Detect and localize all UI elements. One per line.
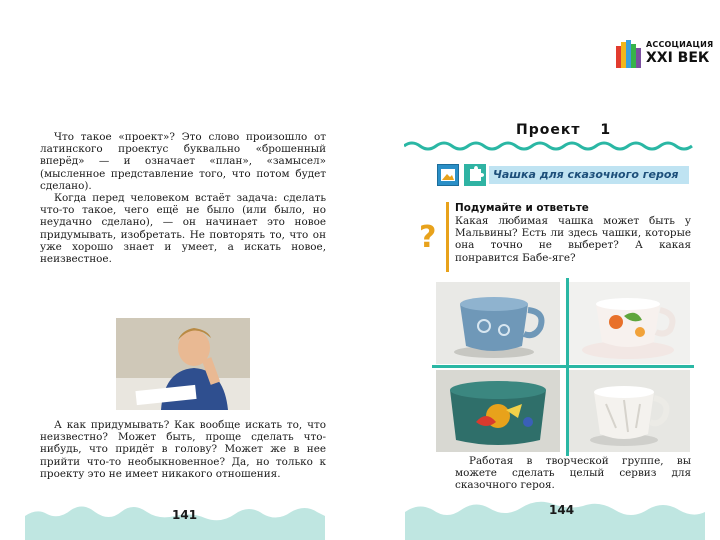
group-paragraph: Работая в творческой группе, вы можете сделать целый сервиз для сказочного героя. (455, 455, 691, 492)
boy-thinking-photo (116, 318, 250, 410)
cup-photo-teal-fish (436, 370, 560, 452)
page-number-right: 144 (549, 503, 575, 517)
intro-text (40, 131, 326, 265)
top-decorative-wave (404, 140, 694, 152)
group-work-text (455, 455, 691, 492)
question-accent-bar (446, 202, 449, 272)
question-text (455, 215, 691, 264)
boy-illustration (116, 318, 250, 410)
banner-title: Чашка для сказочного героя (493, 168, 679, 181)
question-mark-icon: ? (419, 220, 437, 255)
logo-line-1: АССОЦИАЦИЯ (646, 40, 714, 49)
puzzle-icon (464, 164, 486, 186)
cup-photo-flowers (566, 282, 690, 364)
project-title: Проект 1 (516, 122, 612, 138)
project-banner (437, 164, 689, 186)
intro-paragraph-1: Что такое «проект»? Это слово произошло от латинского проектус буквально «брошенный вперёд» — и означает «план», «замысел» (мысленное представление того, что потом будет сделано). (40, 131, 326, 192)
question-heading: Подумайте и ответьте (455, 202, 589, 214)
bottom-text (40, 419, 326, 480)
intro-paragraph-2: Когда перед человеком встаёт задача: сделать что-то такое, чего ещё не было (или было, но неудачно сделано), — он начинает это новое придумывать, изобретать. Не повторять то, что он уже хорошо знает и умеет, а искать новое, неизвестное. (40, 192, 326, 266)
question-paragraph: Какая любимая чашка может быть у Мальвины? Есть ли здесь чашки, которые она точно не выберет? А какая понравится Бабе-яге? (455, 215, 691, 264)
picture-icon (437, 164, 459, 186)
bottom-paragraph: А как придумывать? Как вообще искать то, что неизвестно? Может быть, проще сделать что-нибудь, что придёт в голову? Может же в нее прийти что-то необыкновенное? Да, но только к проекту это не имеет никакого отношения. (40, 419, 326, 480)
cup-photo-blue-swirl (436, 282, 560, 364)
page-number-left: 141 (172, 508, 198, 522)
logo-line-2: XXI ВЕК (646, 50, 710, 66)
cup-photo-white-carved (566, 370, 690, 452)
grid-divider-horizontal (432, 365, 694, 368)
